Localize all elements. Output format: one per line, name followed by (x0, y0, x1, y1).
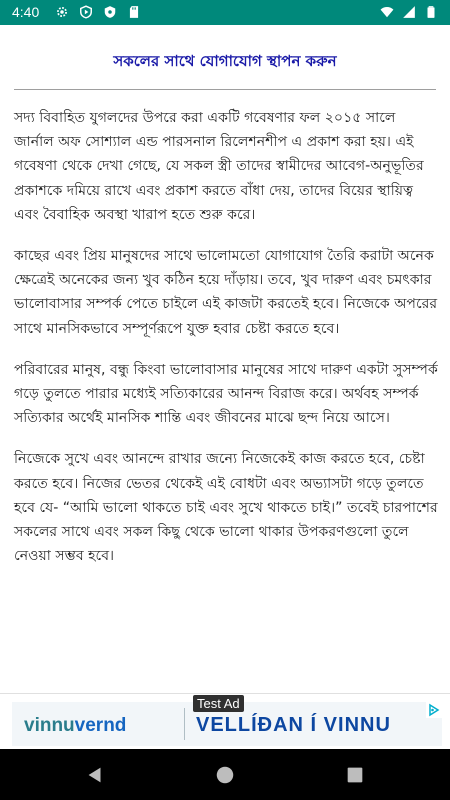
ad-separator (184, 708, 185, 740)
ad-choices-icon[interactable] (426, 702, 442, 718)
sd-card-icon (127, 5, 141, 19)
article-paragraph: নিজেকে সুখে এবং আনন্দে রাখার জন্যে নিজেকেই কাজ করতে হবে, চেষ্টা করতে হবে। নিজের ভেতর থেকেই এই বোধটা এবং অভ্যাসটা গড়ে তুলতে হবে যে- “আমি ভালো থাকতে চাই এবং সুখে থাকতে চাই।” তবেই চারপাশের সকলের সাথে এবং সকল কিছু থেকে ভালো থাকার উপকরণগুলো তুলে নেওয়া সম্ভব হবে। (14, 451, 438, 565)
title-divider (14, 89, 436, 90)
signal-icon (402, 5, 416, 19)
page-title: সকলের সাথে যোগাযোগ স্থাপন করুন (113, 52, 337, 70)
recents-icon[interactable] (344, 764, 366, 786)
settings-icon (55, 5, 69, 19)
article-paragraph: সদ্য বিবাহিত যুগলদের উপরে করা একটি গবেষণার ফল ২০১৫ সালে জার্নাল অফ সোশ্যাল এন্ড পারসনাল রিলেশনশীপ এ প্রকাশ করা হয়। এই গবেষণা থেকে দেখা গেছে, যে সকল স্ত্রী তাদের স্বামীদের আবেগ-অনুভূতির প্রকাশকে দমিয়ে রাখে এবং প্রকাশ করতে বাঁধা দেয়, তাদের বিয়ের স্থায়িত্ব এবং বৈবাহিক অবস্থা খারাপ হতে শুরু করে। (14, 110, 424, 223)
navigation-bar (0, 749, 450, 800)
security-shield-icon (103, 5, 117, 19)
back-icon[interactable] (84, 764, 106, 786)
article-paragraph: কাছের এবং প্রিয় মানুষদের সাথে ভালোমতো যোগাযোগ তৈরি করাটা অনেক ক্ষেত্রেই অনেকের জন্য খুব কঠিন হয়ে দাঁড়ায়। তবে, খুব দারুণ এবং চমৎকার ভালোবাসার সম্পর্ক পেতে চাইলে এই কাজটা করতেই হবে। নিজেকে অপরের সাথে মানসিকভাবে সম্পূর্ণরূপে যুক্ত হবার চেষ্টা করতে হবে। (14, 248, 438, 337)
ad-logo: vinnuvernd (24, 715, 127, 736)
home-icon[interactable] (214, 764, 236, 786)
article-body (14, 106, 439, 585)
ad-headline: VELLÍÐAN Í VINNU (196, 714, 391, 736)
ad-banner[interactable] (0, 693, 450, 750)
test-ad-label: Test Ad (193, 695, 244, 712)
play-protect-icon (79, 5, 93, 19)
wifi-icon (380, 5, 394, 19)
article-paragraph: পরিবারের মানুষ, বন্ধু কিংবা ভালোবাসার মানুষের সাথে দারুণ একটা সুসম্পর্ক গড়ে তুলতে পারার মধ্যেই সত্যিকারের আনন্দ বিরাজ করে। অর্থবহ সম্পর্ক সত্যিকার অর্থেই মানসিক শান্তি এবং জীবনের মাঝে ছন্দ নিয়ে আসে। (14, 361, 438, 427)
battery-icon (424, 5, 438, 19)
status-time: 4:40 (12, 4, 40, 20)
status-bar (0, 0, 450, 25)
